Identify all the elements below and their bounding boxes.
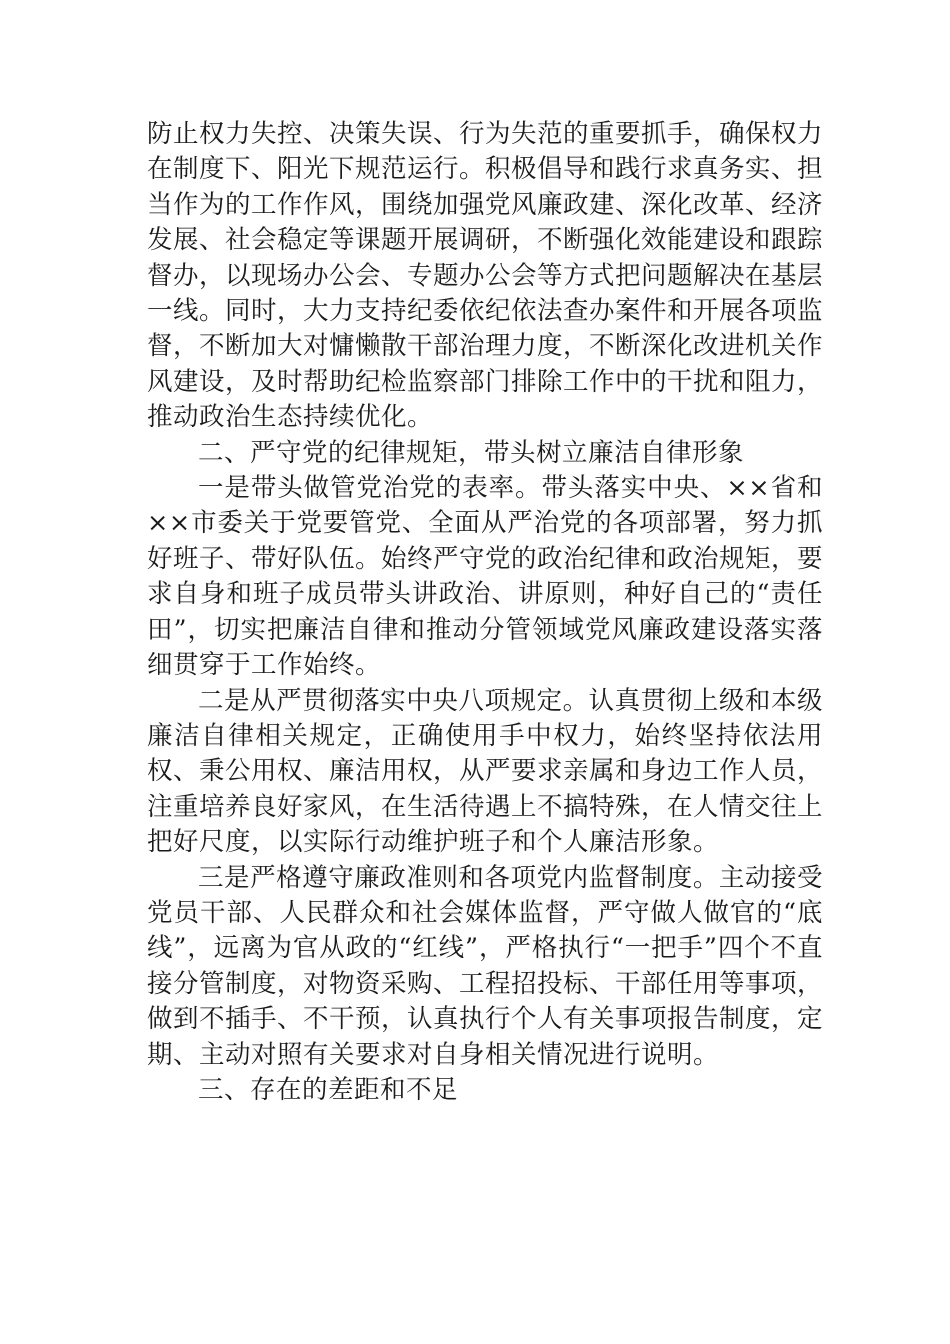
body-paragraph-1: 防止权力失控、决策失误、行为失范的重要抓手，确保权力在制度下、阳光下规范运行。积极倡导和践行求真务实、担当作为的工作作风，围绕加强党风廉政建、深化改革、经济发展、社会稳定等课题开展调研，不断强化效能建设和跟踪督办，以现场办公会、专题办公会等方式把问题解决在基层一线。同时，大力支持纪委依纪依法查办案件和开展各项监督，不断加大对慵懒散干部治理力度，不断深化改进机关作风建设，及时帮助纪检监察部门排除工作中的干扰和阻力，推动政治生态持续优化。 xyxy=(147,119,824,433)
body-paragraph-3: 二是从严贯彻落实中央八项规定。认真贯彻上级和本级廉洁自律相关规定，正确使用手中权力，始终坚持依法用权、秉公用权、廉洁用权，从严要求亲属和身边工作人员，注重培养良好家风，在生活待遇上不搞特殊，在人情交往上把好尺度，以实际行动维护班子和个人廉洁形象。 xyxy=(147,685,824,858)
section-heading-3: 三、存在的差距和不足 xyxy=(198,1074,459,1105)
body-paragraph-4: 三是严格遵守廉政准则和各项党内监督制度。主动接受党员干部、人民群众和社会媒体监督，严守做人做官的“底线”，远离为官从政的“红线”，严格执行“一把手”四个不直接分管制度，对物资采购、工程招投标、干部任用等事项，做到不插手、不干预，认真执行个人有关事项报告制度，定期、主动对照有关要求对自身相关情况进行说明。 xyxy=(147,862,824,1070)
body-paragraph-2: 一是带头做管党治党的表率。带头落实中央、××省和××市委关于党要管党、全面从严治党的各项部署，努力抓好班子、带好队伍。始终严守党的政治纪律和政治规矩，要求自身和班子成员带头讲政治、讲原则，种好自己的“责任田”，切实把廉洁自律和推动分管领域党风廉政建设落实落细贯穿于工作始终。 xyxy=(147,473,824,681)
document-body xyxy=(147,117,823,1108)
section-heading-2: 二、严守党的纪律规矩，带头树立廉洁自律形象 xyxy=(198,437,745,468)
